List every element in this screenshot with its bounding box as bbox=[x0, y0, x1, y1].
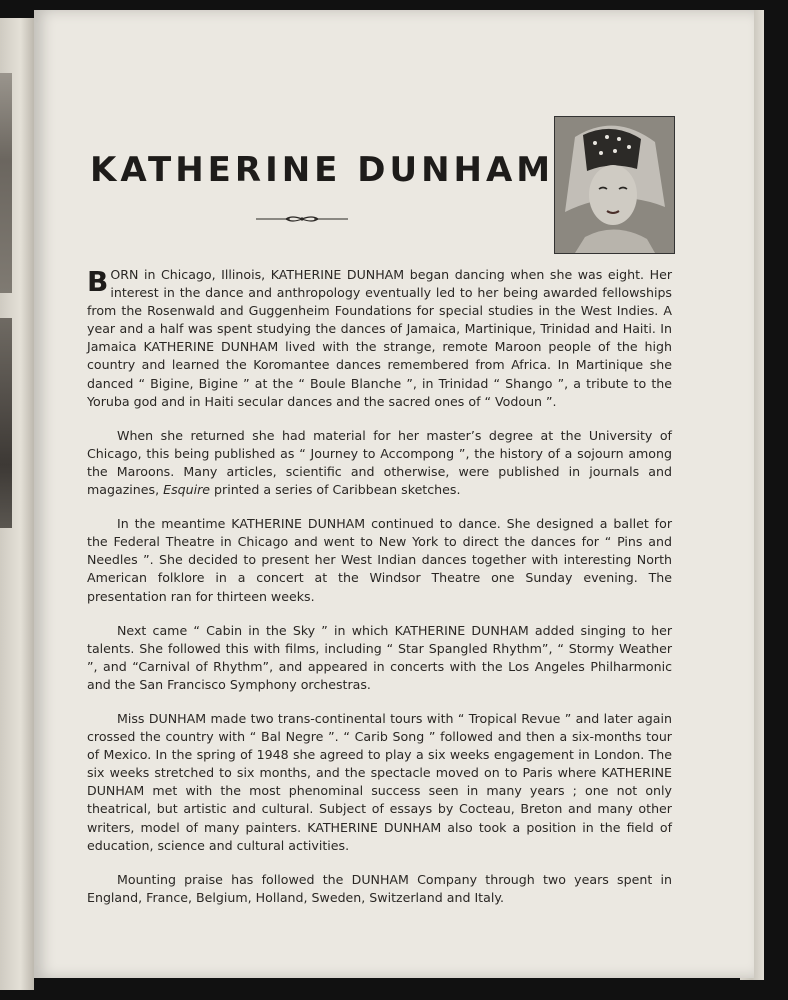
paragraph-text: printed a series of Caribbean sketches. bbox=[210, 482, 461, 498]
programme-page bbox=[34, 10, 754, 978]
portrait-photo bbox=[554, 116, 675, 254]
previous-page-edge bbox=[0, 18, 34, 990]
page-title: KATHERINE DUNHAM bbox=[90, 150, 555, 190]
paragraph-5: Miss DUNHAM made two trans-continental tours with “ Tropical Revue ” and later again crossed the country with “ Bal Negre ”. “ Carib Song ” followed and then a six-months tour of Mexico. In the spring of 1948 she agreed to play a six weeks engagement in London. The six weeks stretched to six months, and the spectacle moved on to Paris where KATHERINE DUNHAM met with the most phenominal success seen in many years ; one not only theatrical, but artistic and cultural. Subject of essays by Cocteau, Breton and many other writers, model of many painters. KATHERINE DUNHAM also took a position in the field of education, science and cultural activities. bbox=[87, 710, 672, 853]
drop-cap: B bbox=[87, 265, 109, 298]
paragraph-1 bbox=[87, 266, 672, 411]
ornament-divider bbox=[256, 214, 348, 224]
paragraph-text: When she returned she had material for her master’s degree at the University of Chicago, this being published as “ Journey to Accompong ”, the history of a sojourn among the Maroons. Many articles, scientific and otherwise, were published in journals and magazines, bbox=[87, 427, 672, 498]
portrait-illustration bbox=[555, 117, 674, 253]
paragraph-text: ORN in Chicago, Illinois, KATHERINE DUNHAM began dancing when she was eight. Her interest in the dance and anthropology eventually led to her being awarded fellowships from the Rosenwald and Guggenheim Foundations for special studies in the West Indies. A year and a half was spent studying the dances of Jamaica, Martinique, Trinidad and Haiti. In Jamaica KATHERINE DUNHAM lived with the strange, remote Maroon people of the high country and learned the Koromantee dances remembered from Africa. In Martinique she danced “ Bigine, Bigine ” at the “ Boule Blanche ”, in Trinidad “ Shango ”, a tribute to the Yoruba god and in Haiti secular dances and the sacred ones of “ Vodoun ”. bbox=[87, 267, 672, 409]
magazine-title: Esquire bbox=[163, 482, 211, 498]
paragraph-4: Next came “ Cabin in the Sky ” in which KATHERINE DUNHAM added singing to her talents. She followed this with films, including “ Star Spangled Rhythm”, “ Stormy Weather ”, and “Carnival of Rhythm”, and appeared in concerts with the Los Angeles Philharmonic and the San Francisco Symphony orchestras. bbox=[87, 622, 672, 692]
previous-page-photo bbox=[0, 73, 12, 293]
paragraph-3: In the meantime KATHERINE DUNHAM continued to dance. She designed a ballet for the Federal Theatre in Chicago and went to New York to direct the dances for “ Pins and Needles ”. She decided to present her West Indian dances together with interesting North American folklore in a concert at the Windsor Theatre one Sunday evening. The presentation ran for thirteen weeks. bbox=[87, 516, 672, 604]
biography-text bbox=[87, 266, 672, 923]
paragraph-2 bbox=[87, 427, 672, 499]
paragraph-6: Mounting praise has followed the DUNHAM Company through two years spent in England, France, Belgium, Holland, Sweden, Switzerland and Italy. bbox=[87, 871, 672, 905]
previous-page-photo bbox=[0, 318, 12, 528]
